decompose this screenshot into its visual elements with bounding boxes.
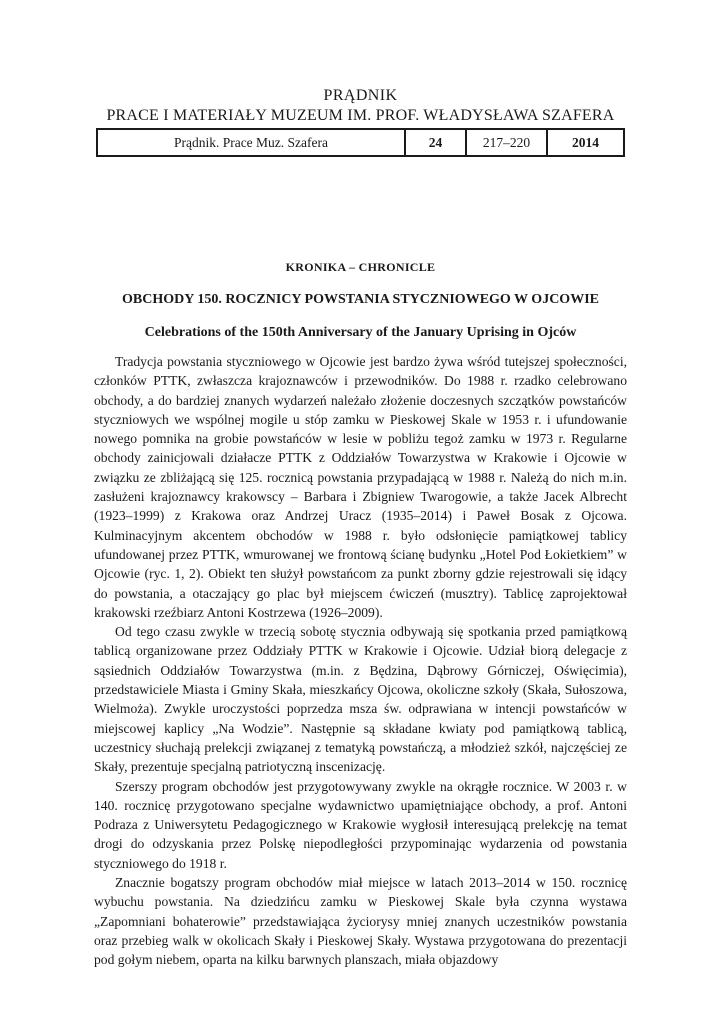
journal-subtitle: PRACE I MATERIAŁY MUZEUM IM. PROF. WŁADYSŁAWA SZAFERA (106, 107, 615, 124)
journal-name: PRĄDNIK (323, 87, 398, 104)
article-title-english: Celebrations of the 150th Anniversary of the January Uprising in Ojców (144, 325, 577, 340)
journal-header (0, 87, 721, 125)
article-body (94, 352, 627, 970)
body-paragraph: Znacznie bogatszy program obchodów miał miejsce w latach 2013–2014 w 150. rocznicę wybuchu powstania. Na dziedzińcu zamku w Pieskowej Skale była czynna wystawa „Zapomniani bohaterowie” przedstawiająca życiorysy mniej znanych uczestników powstania oraz przebieg walk w okolicach Skały i Pieskowej Skały. Wystawa przygotowana do prezentacji pod gołym niebem, oparta na kilku barwnych planszach, miała objazdowy (94, 875, 627, 968)
section-label: KRONIKA – CHRONICLE (285, 260, 436, 274)
citation-table (96, 128, 625, 157)
citation-volume: 24 (404, 130, 465, 155)
article-title-polish: OBCHODY 150. ROCZNICY POWSTANIA STYCZNIOWEGO W OJCOWIE (122, 292, 599, 307)
citation-journal-abbrev: Prądnik. Prace Muz. Szafera (173, 134, 329, 150)
citation-year: 2014 (546, 130, 623, 155)
citation-pages: 217–220 (465, 130, 546, 155)
body-paragraph: Szerszy program obchodów jest przygotowywany zwykle na okrągłe rocznice. W 2003 r. w 140. rocznicę przygotowano specjalne wydawnictwo upamiętniające obchody, a prof. Antoni Podraza z Uniwersytetu Pedagogicznego w Krakowie wygłosił interesującą prelekcję na temat drogi do odzyskania przez Polskę niepodległości przypominając wydarzenia od powstania styczniowego do 1918 r. (94, 778, 627, 871)
body-paragraph: Od tego czasu zwykle w trzecią sobotę stycznia odbywają się spotkania przed pamiątkową tablicą organizowane przez Oddziały PTTK w Krakowie i Ojcowie. Udział biorą delegacje z sąsiednich Oddziałów Towarzystwa (m.in. z Będzina, Dąbrowy Górniczej, Oświęcimia), przedstawiciele Miasta i Gminy Skała, mieszkańcy Ojcowa, okoliczne szkoły (Skała, Sułoszowa, Wielmoża). Zwykle uroczystości poprzedza msza św. odprawiana w intencji powstańców w miejscowej kaplicy „Na Wodzie”. Następnie są składane kwiaty pod pamiątkową tablicą, uczestnicy słuchają prelekcji związanej z tematyką powstańczą, a młodzież szkół, najczęściej ze Skały, prezentuje specjalną patriotyczną inscenizację. (94, 624, 627, 775)
body-paragraph: Tradycja powstania styczniowego w Ojcowie jest bardzo żywa wśród tutejszej społeczności, członków PTTK, zwłaszcza krajoznawców i przewodników. Do 1988 r. rzadko celebrowano obchody, a do bardziej znanych wydarzeń należało złożenie doczesnych szczątków powstańców styczniowych we wspólnej mogile u stóp zamku w Pieskowej Skale w 1953 r. i ufundowanie nowego pomnika na grobie powstańców w lesie w pobliżu tegoż zamku w 1973 r. Regularne obchody zainicjowali działacze PTTK z Oddziałów Towarzystwa w Krakowie i Ojcowie w związku ze zbliżającą się 125. rocznicą powstania przypadającą w 1988 r. Należą do nich m.in. zasłużeni krajoznawcy krakowscy – Barbara i Zbigniew Twarogowie, a także Jacek Albrecht (1923–1999) z Krakowa oraz Andrzej Uracz (1935–2014) i Paweł Bosak z Ojcowa. Kulminacyjnym akcentem obchodów w 1988 r. było odsłonięcie pamiątkowej tablicy ufundowanej przez PTTK, wmurowanej we frontową ścianę budynku „Hotel Pod Łokietkiem” w Ojcowie (ryc. 1, 2). Obiekt ten służył powstańcom za punkt zborny gdzie rejestrowali się idący do powstania, a otaczający go plac był miejscem ćwiczeń (musztry). Tablicę zaprojektował krakowski rzeźbiarz Antoni Kostrzewa (1926–2009). (94, 354, 627, 620)
